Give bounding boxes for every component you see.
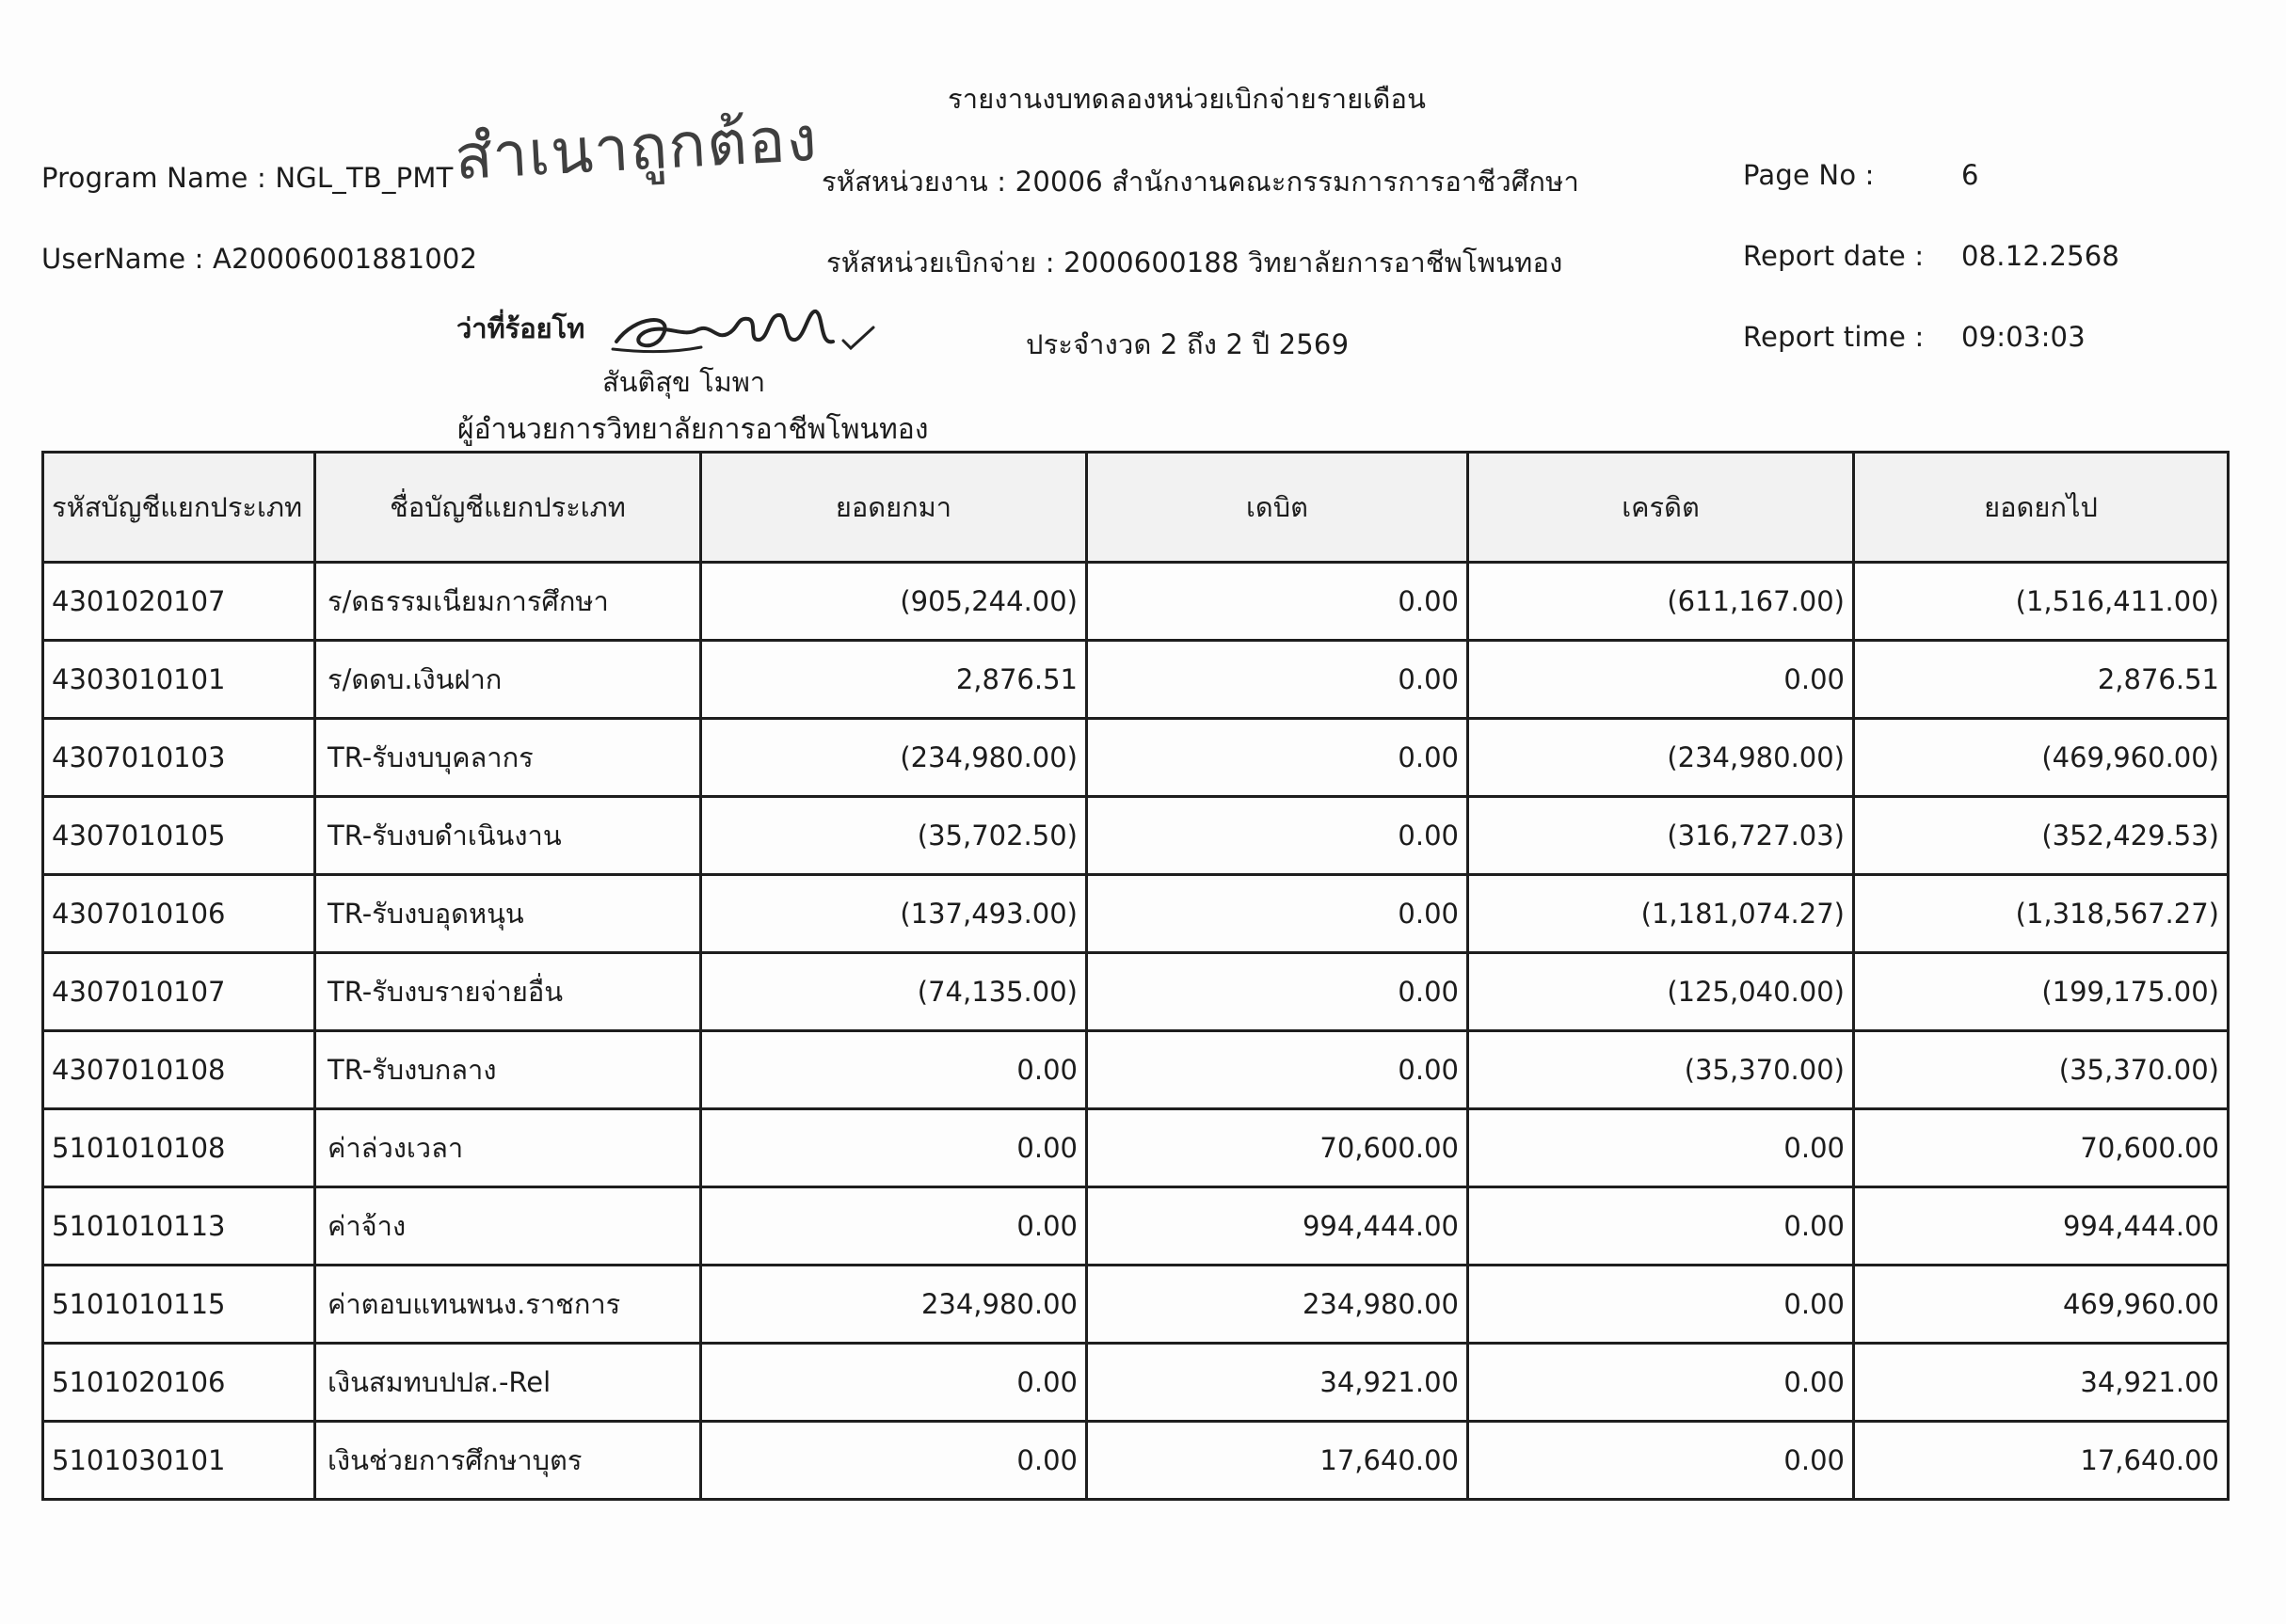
report-date-value: 08.12.2568: [1961, 240, 2120, 272]
report-date-label: Report date :: [1743, 240, 1925, 272]
disbursing-unit-line: รหัสหน่วยเบิกจ่าย : 2000600188 วิทยาลัยการอาชีพโพนทอง: [826, 247, 1563, 279]
header-carried-forward: ยอดยกไป: [1854, 453, 2229, 563]
table-row: [43, 1266, 2229, 1344]
report-time-value: 09:03:03: [1961, 321, 2086, 353]
account-code-cell: 4307010103: [43, 719, 315, 797]
credit-cell: (234,980.00): [1468, 719, 1854, 797]
carried-forward-cell: (469,960.00): [1854, 719, 2229, 797]
debit-cell: 0.00: [1087, 1031, 1468, 1109]
account-name-cell: เงินสมทบปปส.-Rel: [315, 1344, 701, 1422]
header-credit: เครดิต: [1468, 453, 1854, 563]
debit-cell: 34,921.00: [1087, 1344, 1468, 1422]
account-code-cell: 5101010115: [43, 1266, 315, 1344]
signer-name: สันติสุข โมพา: [602, 366, 766, 398]
carried-forward-cell: 2,876.51: [1854, 641, 2229, 719]
account-name-cell: เงินช่วยการศึกษาบุตร: [315, 1422, 701, 1500]
carried-forward-cell: 17,640.00: [1854, 1422, 2229, 1500]
table-header: [43, 453, 2229, 563]
debit-cell: 0.00: [1087, 875, 1468, 953]
brought-forward-cell: 2,876.51: [701, 641, 1087, 719]
brought-forward-cell: (137,493.00): [701, 875, 1087, 953]
account-name-cell: TR-รับงบอุดหนุน: [315, 875, 701, 953]
account-name-cell: ร/ดธรรมเนียมการศึกษา: [315, 563, 701, 641]
report-title: รายงานงบทดลองหน่วยเบิกจ่ายรายเดือน: [948, 83, 1427, 115]
period-line: ประจำงวด 2 ถึง 2 ปี 2569: [1026, 328, 1350, 360]
credit-cell: (1,181,074.27): [1468, 875, 1854, 953]
table-row: [43, 1187, 2229, 1266]
agency-line: รหัสหน่วยงาน : 20006 สำนักงานคณะกรรมการการอาชีวศึกษา: [822, 166, 1579, 198]
account-code-cell: 4307010106: [43, 875, 315, 953]
program-name: Program Name : NGL_TB_PMT: [41, 162, 454, 194]
credit-cell: 0.00: [1468, 1344, 1854, 1422]
page-no-value: 6: [1961, 159, 1979, 191]
carried-forward-cell: 994,444.00: [1854, 1187, 2229, 1266]
account-name-cell: TR-รับงบบุคลากร: [315, 719, 701, 797]
carried-forward-cell: (1,318,567.27): [1854, 875, 2229, 953]
debit-cell: 0.00: [1087, 563, 1468, 641]
carried-forward-cell: (35,370.00): [1854, 1031, 2229, 1109]
debit-cell: 234,980.00: [1087, 1266, 1468, 1344]
account-code-cell: 4301020107: [43, 563, 315, 641]
debit-cell: 17,640.00: [1087, 1422, 1468, 1500]
debit-cell: 0.00: [1087, 641, 1468, 719]
user-name: UserName : A20006001881002: [41, 243, 478, 275]
account-code-cell: 5101010108: [43, 1109, 315, 1187]
account-code-cell: 5101020106: [43, 1344, 315, 1422]
certified-copy-stamp: สำเนาถูกต้อง: [453, 102, 820, 195]
credit-cell: 0.00: [1468, 1109, 1854, 1187]
page-no-label: Page No :: [1743, 159, 1875, 191]
account-name-cell: ค่าล่วงเวลา: [315, 1109, 701, 1187]
brought-forward-cell: (905,244.00): [701, 563, 1087, 641]
table-row: [43, 719, 2229, 797]
debit-cell: 0.00: [1087, 797, 1468, 875]
table-row: [43, 953, 2229, 1031]
table-row: [43, 563, 2229, 641]
brought-forward-cell: (234,980.00): [701, 719, 1087, 797]
carried-forward-cell: 70,600.00: [1854, 1109, 2229, 1187]
brought-forward-cell: (35,702.50): [701, 797, 1087, 875]
account-code-cell: 5101030101: [43, 1422, 315, 1500]
account-name-cell: TR-รับงบกลาง: [315, 1031, 701, 1109]
carried-forward-cell: (352,429.53): [1854, 797, 2229, 875]
trial-balance-table: [41, 451, 2230, 1501]
account-code-cell: 5101010113: [43, 1187, 315, 1266]
carried-forward-cell: 34,921.00: [1854, 1344, 2229, 1422]
account-code-cell: 4303010101: [43, 641, 315, 719]
account-name-cell: ร/ดดบ.เงินฝาก: [315, 641, 701, 719]
account-code-cell: 4307010108: [43, 1031, 315, 1109]
brought-forward-cell: 0.00: [701, 1031, 1087, 1109]
brought-forward-cell: 0.00: [701, 1344, 1087, 1422]
brought-forward-cell: 0.00: [701, 1109, 1087, 1187]
carried-forward-cell: 469,960.00: [1854, 1266, 2229, 1344]
credit-cell: (125,040.00): [1468, 953, 1854, 1031]
credit-cell: (611,167.00): [1468, 563, 1854, 641]
debit-cell: 994,444.00: [1087, 1187, 1468, 1266]
brought-forward-cell: 0.00: [701, 1187, 1087, 1266]
account-name-cell: TR-รับงบดำเนินงาน: [315, 797, 701, 875]
debit-cell: 70,600.00: [1087, 1109, 1468, 1187]
credit-cell: 0.00: [1468, 1266, 1854, 1344]
brought-forward-cell: (74,135.00): [701, 953, 1087, 1031]
report-time-label: Report time :: [1743, 321, 1925, 353]
credit-cell: (316,727.03): [1468, 797, 1854, 875]
debit-cell: 0.00: [1087, 953, 1468, 1031]
header-account-code: รหัสบัญชีแยกประเภท: [43, 453, 315, 563]
table-row: [43, 1344, 2229, 1422]
debit-cell: 0.00: [1087, 719, 1468, 797]
checkmark-icon: [839, 322, 877, 354]
credit-cell: 0.00: [1468, 1422, 1854, 1500]
table-row: [43, 641, 2229, 719]
account-code-cell: 4307010105: [43, 797, 315, 875]
header-row: [43, 453, 2229, 563]
table-body: [43, 563, 2229, 1500]
table-row: [43, 797, 2229, 875]
account-name-cell: ค่าจ้าง: [315, 1187, 701, 1266]
table-row: [43, 1031, 2229, 1109]
table-row: [43, 1109, 2229, 1187]
brought-forward-cell: 234,980.00: [701, 1266, 1087, 1344]
header-brought-forward: ยอดยกมา: [701, 453, 1087, 563]
brought-forward-cell: 0.00: [701, 1422, 1087, 1500]
credit-cell: 0.00: [1468, 641, 1854, 719]
handwritten-signature: [607, 296, 861, 362]
table-row: [43, 875, 2229, 953]
table-row: [43, 1422, 2229, 1500]
credit-cell: 0.00: [1468, 1187, 1854, 1266]
carried-forward-cell: (1,516,411.00): [1854, 563, 2229, 641]
account-code-cell: 4307010107: [43, 953, 315, 1031]
header-account-name: ชื่อบัญชีแยกประเภท: [315, 453, 701, 563]
carried-forward-cell: (199,175.00): [1854, 953, 2229, 1031]
account-name-cell: ค่าตอบแทนพนง.ราชการ: [315, 1266, 701, 1344]
account-name-cell: TR-รับงบรายจ่ายอื่น: [315, 953, 701, 1031]
signer-position: ผู้อำนวยการวิทยาลัยการอาชีพโพนทอง: [457, 413, 929, 446]
rank-prefix: ว่าที่ร้อยโท: [456, 312, 585, 344]
credit-cell: (35,370.00): [1468, 1031, 1854, 1109]
header-debit: เดบิต: [1087, 453, 1468, 563]
